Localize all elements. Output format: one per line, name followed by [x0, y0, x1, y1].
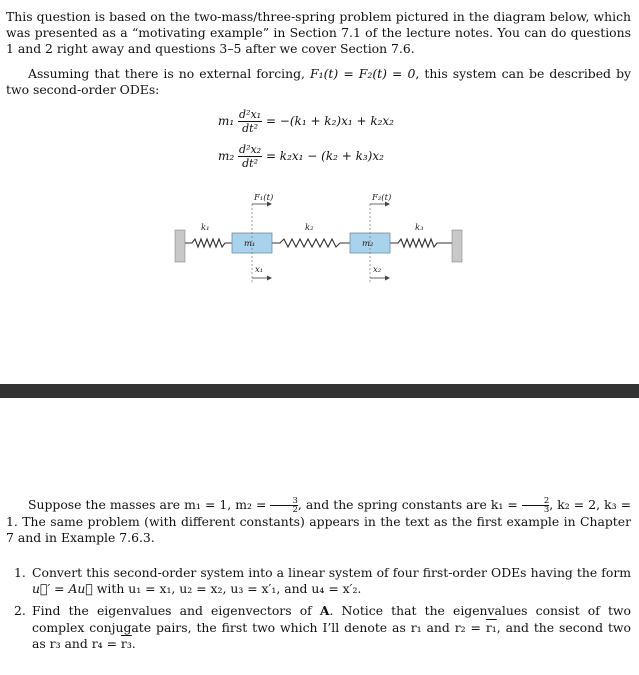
- params-text-a: Suppose the masses are m₁ = 1, m₂ =: [28, 497, 271, 512]
- eq2-mass: m₂: [218, 149, 235, 163]
- eq1-rhs: = −(k₁ + k₂)x₁ + k₂x₂: [265, 114, 394, 128]
- question-2-text-d: .: [131, 635, 136, 651]
- spring-mass-diagram: [170, 186, 470, 286]
- eq1-derivative: [238, 108, 262, 135]
- intro-paragraph-1: [6, 9, 631, 58]
- page-separator: [0, 384, 639, 398]
- question-2-text-a: Find the eigenvalues and eigenvectors of: [32, 603, 320, 619]
- eq2-rhs: = k₂x₁ − (k₂ + k₃)x₂: [265, 149, 384, 163]
- intro-text-2a: Assuming that there is no external forcing,: [28, 66, 311, 81]
- params-text-c: , k₂ = 2, k₃ = 1. The same problem (with different constants) appears in the text as the first example in Chapter 7 and in Example 7.6.3.: [6, 497, 631, 546]
- label-x1: x₁: [255, 265, 264, 275]
- right-wall: [452, 230, 462, 262]
- label-k3: k₃: [415, 223, 424, 233]
- question-2: [14, 603, 631, 652]
- parameters-paragraph: [6, 497, 631, 546]
- intro-text-2b: , this system can be described by two second-order ODEs:: [6, 66, 631, 98]
- question-1-text-a: Convert this second-order system into a linear system of four first-order ODEs having the form: [32, 565, 631, 580]
- question-2-r1-conjugate: r₁: [485, 619, 497, 635]
- k1-fraction: [522, 497, 549, 514]
- spring-k1: [185, 239, 232, 247]
- question-1-form: u⃗′ = Au⃗: [32, 581, 93, 597]
- k1-numerator: 2: [522, 497, 549, 506]
- spring-k3: [390, 239, 452, 247]
- params-text-b: , and the spring constants are k₁ =: [297, 497, 522, 512]
- intro-paragraph-2: [6, 66, 631, 98]
- label-k1: k₁: [201, 223, 210, 233]
- question-2-matrix: A: [319, 603, 330, 619]
- eq2-numerator: d²x₂: [239, 143, 262, 156]
- spring-k2: [272, 239, 350, 247]
- k1-denominator: 3: [543, 505, 550, 515]
- label-k2: k₂: [305, 223, 314, 233]
- m2-denominator: 2: [292, 505, 298, 515]
- eq1-mass: m₁: [218, 114, 235, 128]
- equation-2: [218, 143, 384, 170]
- m2-fraction: [270, 497, 297, 514]
- eq1-numerator: d²x₁: [239, 108, 262, 121]
- disp-arrowhead-2: [385, 276, 390, 281]
- label-F2: F₂(t): [372, 193, 392, 203]
- m2-numerator: 3: [270, 497, 297, 506]
- question-2-number: 2.: [14, 603, 26, 619]
- label-m1: m₁: [244, 239, 256, 249]
- intro-text-1: This question is based on the two-mass/three-spring problem pictured in the diagram below, which was presented as a “motivating example” in Section 7.1 of the lecture notes. You can do questions 1 and 2 right away and questions 3–5 after we cover Section 7.6.: [6, 9, 631, 57]
- question-1-text-b: with u₁ = x₁, u₂ = x₂, u₃ = x′₁, and u₄ = x′₂.: [92, 581, 362, 597]
- label-m2: m₂: [362, 239, 374, 249]
- question-2-r3-conjugate: r₃: [120, 635, 132, 651]
- question-1: [14, 565, 631, 597]
- label-F1: F₁(t): [254, 193, 274, 203]
- label-x2: x₂: [373, 265, 382, 275]
- question-list: [14, 565, 631, 658]
- disp-arrowhead-1: [267, 276, 272, 281]
- left-wall: [175, 230, 185, 262]
- question-2-text-c: , and the second two as r₃ and r₄ =: [32, 619, 631, 651]
- equation-1: [218, 108, 394, 135]
- eq2-derivative: [238, 143, 262, 170]
- question-1-number: 1.: [14, 565, 26, 580]
- question-2-text-b: . Notice that the eigenvalues consist of two complex conjugate pairs, the first two which I’ll denote as r₁ and r₂ =: [32, 603, 631, 635]
- eq2-denominator: dt²: [242, 157, 258, 170]
- eq1-denominator: dt²: [242, 122, 258, 135]
- no-forcing-condition: F₁(t) = F₂(t) = 0: [310, 66, 416, 81]
